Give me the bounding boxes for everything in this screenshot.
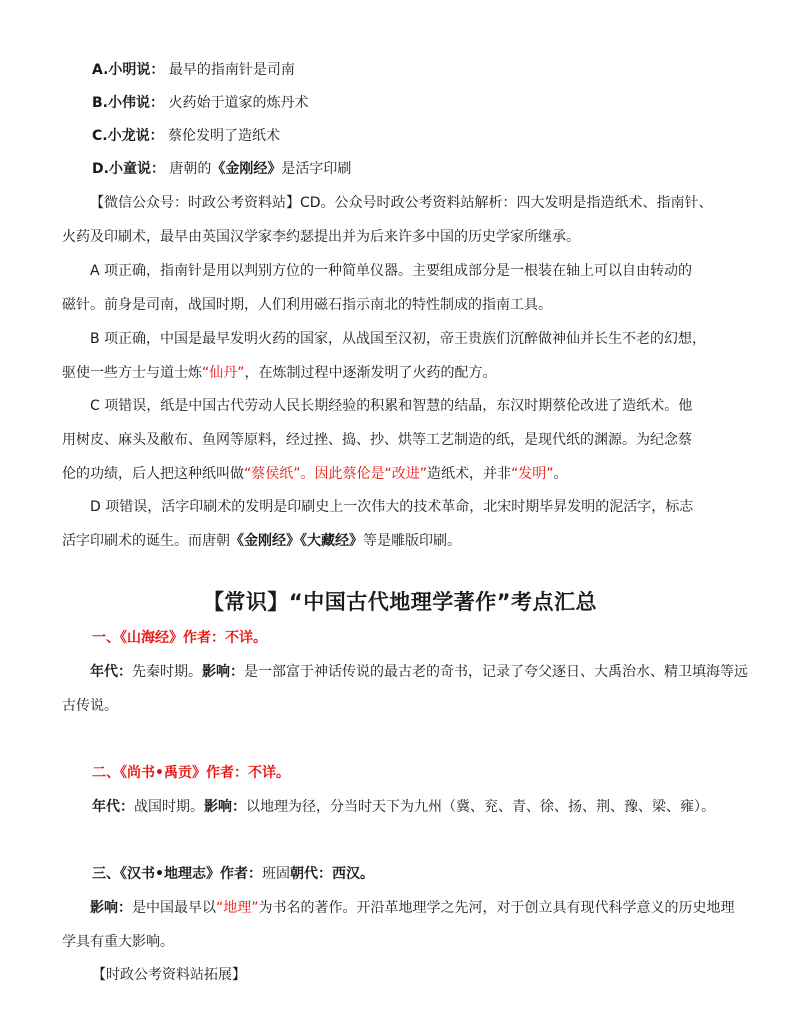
analysis-a-line-1: A 项正确，指南针是用以判别方位的一种简单仪器。主要组成部分是一根装在轴上可以自由转动的 xyxy=(90,263,693,279)
option-a xyxy=(92,60,295,80)
analysis-d xyxy=(62,490,752,558)
analysis-b-line-2-post: ，在炼制过程中逐渐发明了火药的配方。 xyxy=(244,365,497,381)
section-1-heading: 一、《山海经》作者：不详。 xyxy=(92,630,267,646)
analysis-c-highlight-2: “发明” xyxy=(511,466,554,482)
option-a-key: A.小明说 xyxy=(92,62,151,78)
option-d-colon: ： xyxy=(150,161,165,177)
analysis-d-line-1: D 项错误，活字印刷术的发明是印刷史上一次伟大的技术革命，北宋时期毕昇发明的泥活字，标志 xyxy=(90,499,694,515)
analysis-a xyxy=(62,254,752,322)
s2-key-era: 年代： xyxy=(92,799,134,815)
s2-val-impact: 以地理为径，分当时天下为九州（冀、兖、青、徐、扬、荆、豫、梁、雍）。 xyxy=(246,799,715,815)
s1-val-impact: 是一部富于神话传说的最古老的奇书，记录了夸父逐日、大禹治水、精卫填海等远 xyxy=(244,664,748,680)
s3-head-bold-1: 三、《汉书•地理志》作者： xyxy=(92,866,262,882)
s3-head-author: 班固 xyxy=(261,866,290,882)
analysis-c-highlight-1: “蔡侯纸”。因此蔡伦是“改进” xyxy=(244,466,428,482)
analysis-b xyxy=(62,322,752,390)
analysis-b-line-1: B 项正确，中国是最早发明火药的国家，从战国至汉初，帝王贵族们沉醉做神仙并长生不老的幻想， xyxy=(90,331,707,347)
section-3-heading xyxy=(92,864,374,884)
option-b-colon: ： xyxy=(150,95,164,111)
option-d-text-post: 是活字印刷 xyxy=(281,161,352,177)
s3-pre: 是中国最早以 xyxy=(132,900,216,916)
s2-key-impact: 影响： xyxy=(204,799,246,815)
analysis-c-line-3-post: 。 xyxy=(553,466,568,482)
section-3-line-2: 学具有重大影响。 xyxy=(62,934,174,950)
analysis-c-line-1: C 项错误，纸是中国古代劳动人民长期经验的积累和智慧的结晶，东汉时期蔡伦改进了造纸术。他 xyxy=(90,398,693,414)
analysis-c-line-3-mid: 造纸术，并非 xyxy=(427,466,512,482)
s3-post: 为书名的著作。开沿革地理学之先河，对于创立具有现代科学意义的历史地理 xyxy=(258,900,735,916)
answer-paragraph xyxy=(62,186,752,254)
analysis-c-line-2: 用树皮、麻头及敝布、鱼网等原料，经过挫、捣、抄、烘等工艺制造的纸，是现代纸的渊源。为纪念蔡 xyxy=(62,432,692,448)
s1-key-era: 年代： xyxy=(90,664,132,680)
analysis-a-line-2: 磁针。前身是司南，战国时期，人们利用磁石指示南北的特性制成的指南工具。 xyxy=(62,297,552,313)
analysis-d-line-2-post: 等是雕版印刷。 xyxy=(363,533,461,549)
section-2-heading: 二、《尚书•禹贡》作者：不详。 xyxy=(92,765,290,781)
s3-highlight: “地理” xyxy=(216,900,259,916)
s3-head-bold-2: 朝代：西汉。 xyxy=(289,866,374,882)
option-a-colon: ： xyxy=(150,62,165,78)
analysis-d-line-2-pre: 活字印刷术的诞生。而唐朝 xyxy=(62,533,230,549)
option-d-text-pre: 唐朝的 xyxy=(169,161,212,177)
analysis-b-line-2-pre: 驱使一些方士与道士炼 xyxy=(62,365,202,381)
option-a-text: 最早的指南针是司南 xyxy=(168,62,295,78)
option-d-text-bold: 《金刚经》 xyxy=(211,161,282,177)
analysis-b-highlight: “仙丹” xyxy=(202,365,245,381)
option-d-key: D.小童说 xyxy=(92,161,151,177)
option-c-text: 蔡伦发明了造纸术 xyxy=(168,128,281,144)
analysis-c-line-3-pre: 伦的功绩，后人把这种纸叫做 xyxy=(62,466,244,482)
option-b-key: B.小伟说 xyxy=(92,95,150,111)
section-2-line xyxy=(92,797,715,817)
answer-line-2: 火药及印刷术，最早由英国汉学家李约瑟提出并为后来许多中国的历史学家所继承。 xyxy=(62,229,580,245)
s1-val-era: 先秦时期。 xyxy=(132,664,202,680)
option-b xyxy=(92,93,308,113)
s3-key-impact: 影响： xyxy=(90,900,132,916)
s2-val-era: 战国时期。 xyxy=(134,799,204,815)
section-title: 【常识】“中国古代地理学著作”考点汇总 xyxy=(202,590,598,614)
section-3-line-1 xyxy=(62,898,752,918)
section-1-line-1 xyxy=(62,662,752,682)
option-b-text: 火药始于道家的炼丹术 xyxy=(168,95,309,111)
s1-key-impact: 影响： xyxy=(202,664,244,680)
analysis-d-bold: 《金刚经》《大藏经》 xyxy=(230,533,363,549)
section-1-line-2: 古传说。 xyxy=(62,698,118,714)
extension-label: 【时政公考资料站拓展】 xyxy=(92,967,246,983)
option-c-colon: ： xyxy=(149,128,164,144)
analysis-c xyxy=(62,389,752,491)
answer-line-1: 【微信公众号：时政公考资料站】CD。公众号时政公考资料站解析：四大发明是指造纸术、指南针、 xyxy=(90,195,713,211)
option-c xyxy=(92,126,280,146)
option-c-key: C.小龙说 xyxy=(92,128,150,144)
option-d xyxy=(92,159,351,179)
